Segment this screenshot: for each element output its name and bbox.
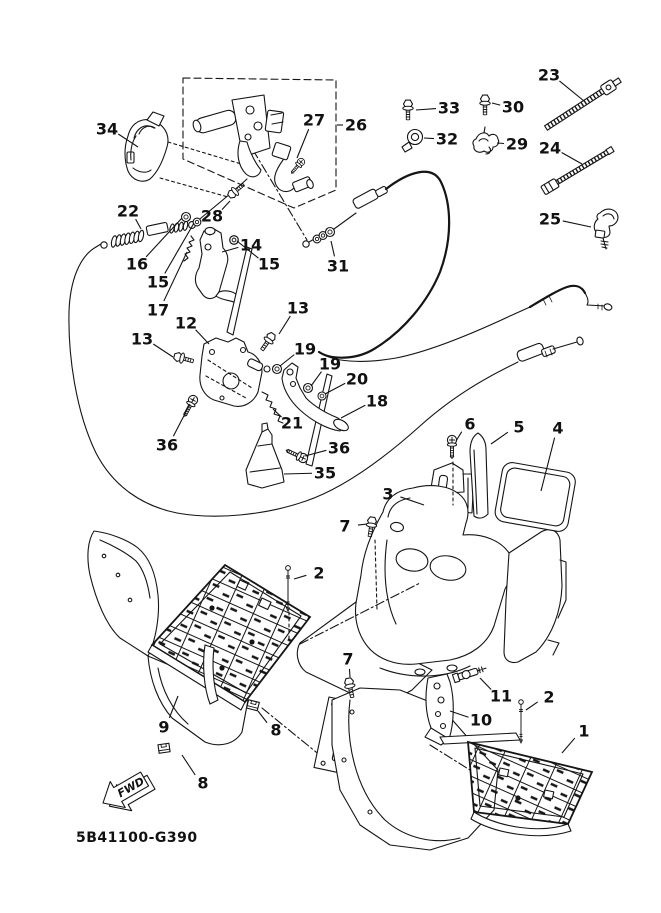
cable-end-lower	[516, 336, 584, 362]
callout-5: 5	[513, 417, 525, 437]
callout-36: 36	[155, 435, 179, 455]
leader-line-13	[279, 316, 290, 334]
clip-8	[158, 743, 170, 753]
callout-19: 19	[293, 339, 317, 359]
leader-line-24	[562, 152, 582, 164]
callout-22: 22	[116, 201, 140, 221]
throttle-cable-31-run	[303, 172, 613, 362]
callout-3: 3	[382, 484, 394, 504]
callout-18: 18	[365, 391, 389, 411]
clamp-32	[402, 130, 423, 153]
callout-24: 24	[538, 138, 562, 158]
callout-19: 19	[318, 354, 342, 374]
leader-line-12	[196, 330, 209, 344]
leader-line-28	[222, 201, 230, 210]
spring-17	[184, 236, 194, 261]
callout-14: 14	[239, 235, 263, 255]
screw-28	[226, 180, 247, 200]
leader-line-2	[526, 702, 538, 710]
grip-34	[125, 112, 168, 181]
console-group	[297, 433, 577, 699]
callout-27: 27	[302, 110, 326, 130]
leader-line-2	[294, 575, 306, 579]
leader-line-5	[491, 432, 508, 444]
callout-15: 15	[146, 272, 170, 292]
lid-4	[494, 461, 577, 533]
callout-29: 29	[505, 134, 529, 154]
leader-line-25	[563, 221, 591, 227]
callout-1: 1	[578, 721, 590, 741]
stud-2	[519, 700, 524, 743]
callout-9: 9	[158, 717, 170, 737]
leader-line-8	[258, 711, 267, 723]
screw-6	[447, 435, 456, 458]
callout-7: 7	[342, 649, 354, 669]
callout-12: 12	[174, 313, 198, 333]
leader-line-13	[153, 344, 173, 357]
callout-30: 30	[501, 97, 525, 117]
nut-20	[318, 392, 326, 400]
leader-line-23	[559, 81, 584, 101]
bolt-13	[173, 351, 195, 366]
leader-line-30	[492, 103, 500, 105]
bracket-10	[425, 674, 453, 745]
leader-line-22	[136, 219, 141, 229]
part-code: 5B41100-G390	[76, 830, 198, 846]
leader-line-7	[349, 669, 350, 677]
bolt-30	[480, 95, 490, 115]
callout-10: 10	[469, 710, 493, 730]
callout-11: 11	[489, 686, 513, 706]
leader-line-18	[341, 405, 365, 418]
callout-6: 6	[464, 414, 476, 434]
callout-17: 17	[146, 300, 170, 320]
leader-line-27	[297, 129, 309, 158]
callout-15: 15	[257, 254, 281, 274]
callout-32: 32	[435, 129, 459, 149]
leader-line-8	[182, 755, 195, 775]
callout-31: 31	[326, 256, 350, 276]
console-right-cover	[504, 530, 562, 663]
leader-line-35	[284, 473, 312, 474]
throttle-sensor-27	[272, 142, 315, 192]
leader-line-19	[311, 372, 322, 386]
clip-8	[247, 700, 260, 711]
leader-line-33	[416, 109, 436, 110]
leader-line-31	[331, 241, 334, 256]
callout-25: 25	[538, 209, 562, 229]
callout-21: 21	[280, 413, 304, 433]
screw-36	[284, 446, 309, 464]
bolt-33	[403, 100, 413, 120]
callout-4: 4	[552, 418, 564, 438]
callout-2: 2	[543, 687, 555, 707]
callout-34: 34	[95, 119, 119, 139]
lever-mount-plate	[232, 95, 270, 157]
callout-13: 13	[286, 298, 310, 318]
callout-16: 16	[125, 254, 149, 274]
leader-line-1	[562, 738, 575, 753]
clip-25	[594, 209, 618, 249]
footrest-back-panel	[88, 531, 159, 656]
callout-13: 13	[130, 329, 154, 349]
clamp-29	[473, 127, 499, 154]
callout-23: 23	[537, 65, 561, 85]
callout-8: 8	[270, 720, 282, 740]
callout-28: 28	[200, 206, 224, 226]
leader-line-29	[497, 143, 504, 144]
callout-26: 26	[344, 115, 368, 135]
callout-2: 2	[313, 563, 325, 583]
bracket-14	[195, 229, 227, 299]
callout-8: 8	[197, 773, 209, 793]
fwd-arrow	[96, 764, 159, 821]
cable-end-elbow	[530, 286, 613, 311]
fwd-label: FWD	[115, 774, 147, 801]
cable-31-adjuster	[303, 186, 388, 247]
spring-21	[262, 392, 283, 423]
callout-20: 20	[345, 369, 369, 389]
callout-36: 36	[327, 438, 351, 458]
cam-plate-12	[200, 338, 270, 406]
leader-line-7	[358, 524, 367, 525]
bolt-13	[258, 331, 278, 353]
screw-36	[180, 394, 199, 419]
bracket-35	[246, 423, 284, 488]
leader-line-36	[173, 404, 190, 436]
leader-line-6	[456, 432, 462, 441]
callout-33: 33	[437, 98, 461, 118]
leader-line-32	[424, 138, 434, 139]
callout-7: 7	[339, 516, 351, 536]
callout-35: 35	[313, 463, 337, 483]
